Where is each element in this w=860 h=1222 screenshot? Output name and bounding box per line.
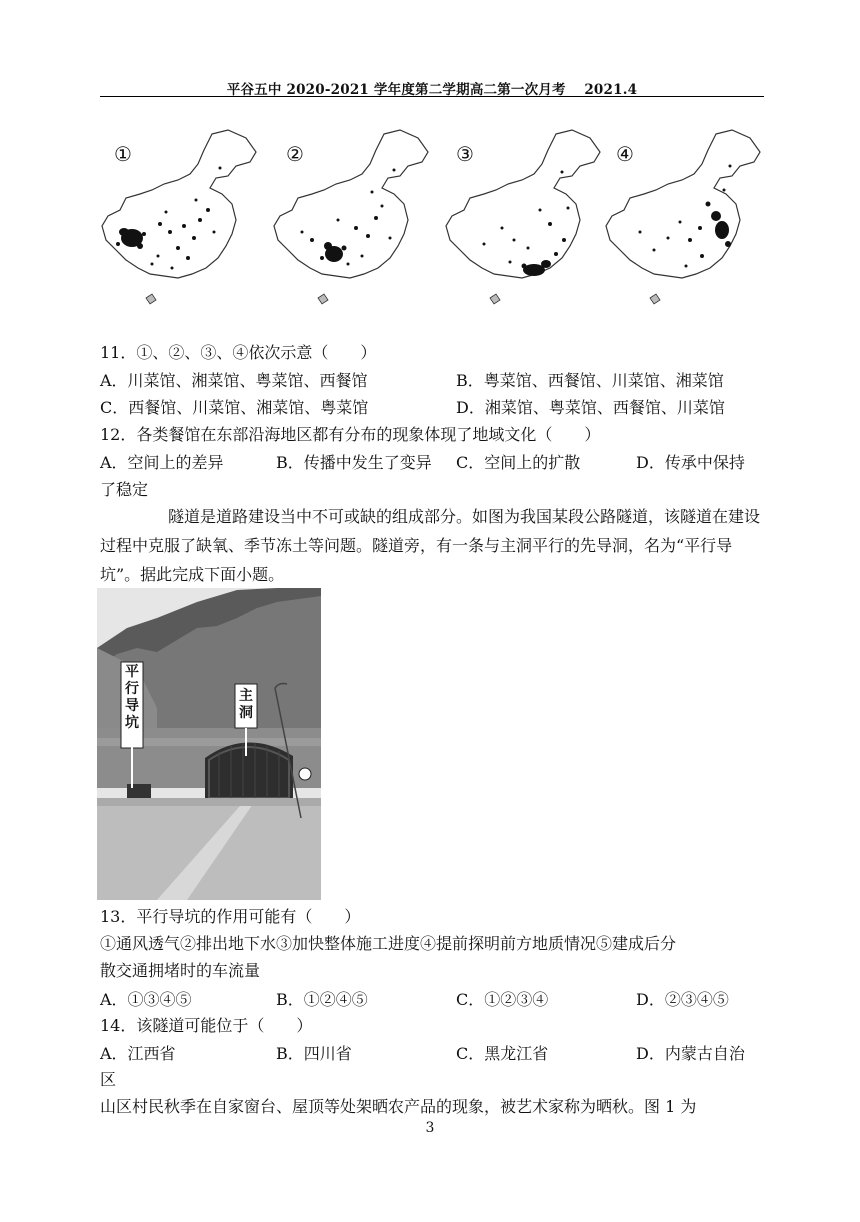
next-passage: 山区村民秋季在自家窗台、屋顶等处架晒农产品的现象，被艺术家称为晒秋。图 1 为 (100, 1097, 697, 1116)
tunnel-photo (97, 588, 321, 900)
q11-option-a[interactable]: A．川菜馆、湘菜馆、粤菜馆、西餐馆 (100, 371, 368, 390)
tunnel-passage: 隧道是道路建设当中不可或缺的组成部分。如图为我国某段公路隧道，该隧道在建设过程中克服了缺氧、季节冻土等问题。隧道旁，有一条与主洞平行的先导洞，名为“平行导坑”。据此完成下面小题。 (100, 507, 761, 584)
q14-option-a[interactable]: A．江西省 (100, 1044, 176, 1063)
q12-option-d-continuation: 了稳定 (100, 480, 149, 499)
q14-option-d[interactable]: D．内蒙古自治 (636, 1044, 745, 1063)
q14-option-c[interactable]: C．黑龙江省 (456, 1044, 549, 1063)
q13-statements: ①通风透气②排出地下水③加快整体施工进度④提前探明前方地质情况⑤建成后分 (100, 934, 677, 953)
map-label: ③ (456, 142, 474, 166)
q12-option-a[interactable]: A．空间上的差异 (100, 453, 224, 472)
q13-option-a[interactable]: A．①③④⑤ (100, 990, 192, 1009)
q13-option-b[interactable]: B．①②④⑤ (276, 990, 368, 1009)
main-tunnel-label: 主洞 (239, 688, 253, 721)
map-label: ④ (616, 142, 634, 166)
q13-statements-continuation: 散交通拥堵时的车流量 (100, 961, 261, 980)
q14-option-d-continuation: 区 (100, 1070, 117, 1089)
parallel-pilot-tunnel-label: 平行导坑 (125, 664, 139, 731)
map-label: ① (114, 142, 132, 166)
question-14-stem: 14．该隧道可能位于（ ） (100, 1016, 313, 1035)
question-11-stem: 11．①、②、③、④依次示意（ ） (100, 343, 377, 362)
q11-option-b[interactable]: B．粤菜馆、西餐馆、川菜馆、湘菜馆 (456, 371, 724, 390)
exam-header: 平谷五中 2020-2021 学年度第二学期高二第一次月考 2021.4 (226, 82, 638, 98)
q12-option-b[interactable]: B．传播中发生了变异 (276, 453, 432, 472)
map-label: ② (286, 142, 304, 166)
question-13-stem: 13．平行导坑的作用可能有（ ） (100, 907, 361, 926)
q13-option-d[interactable]: D．②③④⑤ (636, 990, 729, 1009)
q12-option-c[interactable]: C．空间上的扩散 (456, 453, 581, 472)
q11-option-d[interactable]: D．湘菜馆、粤菜馆、西餐馆、川菜馆 (456, 398, 725, 417)
q14-option-b[interactable]: B．四川省 (276, 1044, 352, 1063)
page-number: 3 (425, 1120, 435, 1136)
q13-option-c[interactable]: C．①②③④ (456, 990, 549, 1009)
question-12-stem: 12．各类餐馆在东部沿海地区都有分布的现象体现了地域文化（ ） (100, 425, 601, 444)
tunnel-photo-image (97, 588, 321, 900)
header-rule (100, 96, 764, 97)
q12-option-d[interactable]: D．传承中保持 (636, 453, 745, 472)
map-figure (100, 128, 760, 310)
q11-option-c[interactable]: C．西餐馆、川菜馆、湘菜馆、粤菜馆 (100, 398, 369, 417)
